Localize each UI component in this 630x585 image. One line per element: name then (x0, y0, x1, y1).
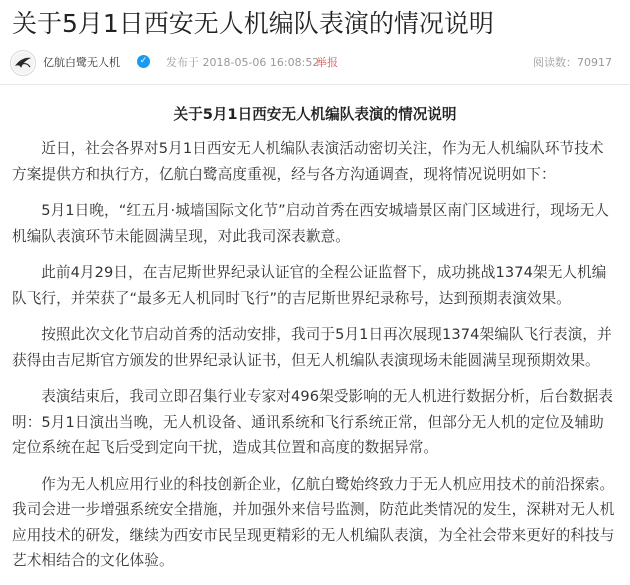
article-paragraph: 表演结束后，我司立即召集行业专家对496架受影响的无人机进行数据分析，后台数据表明：5月1日演出当晚，无人机设备、通讯系统和飞行系统正常，但部分无人机的定位及辅助定位系统在起飞后受到定向干扰，造成其位置和高度的数据异常。 (12, 388, 614, 456)
article-paragraph: 按照此次文化节启动首秀的活动安排，我司于5月1日再次展现1374架编队飞行表演，并获得由吉尼斯官方颁发的世界纪录认证书，但无人机编队表演现场未能圆满呈现预期效果。 (12, 326, 612, 369)
article-paragraph: 此前4月29日，在吉尼斯世界纪录认证官的全程公证监督下，成功挑战1374架无人机编队飞行，并荣获了“最多无人机同时飞行”的吉尼斯世界纪录称号，达到预期表演效果。 (12, 264, 607, 307)
author-name[interactable]: 亿航白鹭无人机 (43, 56, 120, 69)
article-paragraph: 近日，社会各界对5月1日西安无人机编队表演活动密切关注，作为无人机编队环节技术方案提供方和执行方，亿航白鹭高度重视，经与各方沟通调查，现将情况说明如下： (12, 140, 604, 183)
article-meta (10, 50, 620, 78)
report-link[interactable]: 举报 (316, 56, 338, 69)
article-paragraph: 5月1日晚，“红五月·城墙国际文化节”启动首秀在西安城墙景区南门区域进行，现场无人机编队表演环节未能圆满呈现，对此我司深表歉意。 (12, 202, 609, 245)
article-body (12, 104, 618, 585)
article-paragraph: 作为无人机应用行业的科技创新企业，亿航白鹭始终致力于无人机应用技术的前沿探索。我司会进一步增强系统安全措施，并加强外来信号监测，防范此类情况的发生，深耕对无人机应用技术的研发，继续为西安市民呈现更精彩的无人机编队表演，为全社会带来更好的科技与艺术相结合的文化体验。 (12, 475, 615, 569)
bird-logo-icon (11, 51, 35, 75)
avatar[interactable] (10, 50, 36, 76)
divider (0, 84, 630, 85)
page-title: 关于5月1日西安无人机编队表演的情况说明 (12, 9, 494, 38)
read-count: 阅读数：70917 (533, 56, 612, 69)
article-heading: 关于5月1日西安无人机编队表演的情况说明 (173, 106, 457, 123)
publish-time: 发布于 2018-05-06 16:08:52 (166, 56, 320, 69)
verified-badge-icon: ✓ (137, 55, 150, 68)
